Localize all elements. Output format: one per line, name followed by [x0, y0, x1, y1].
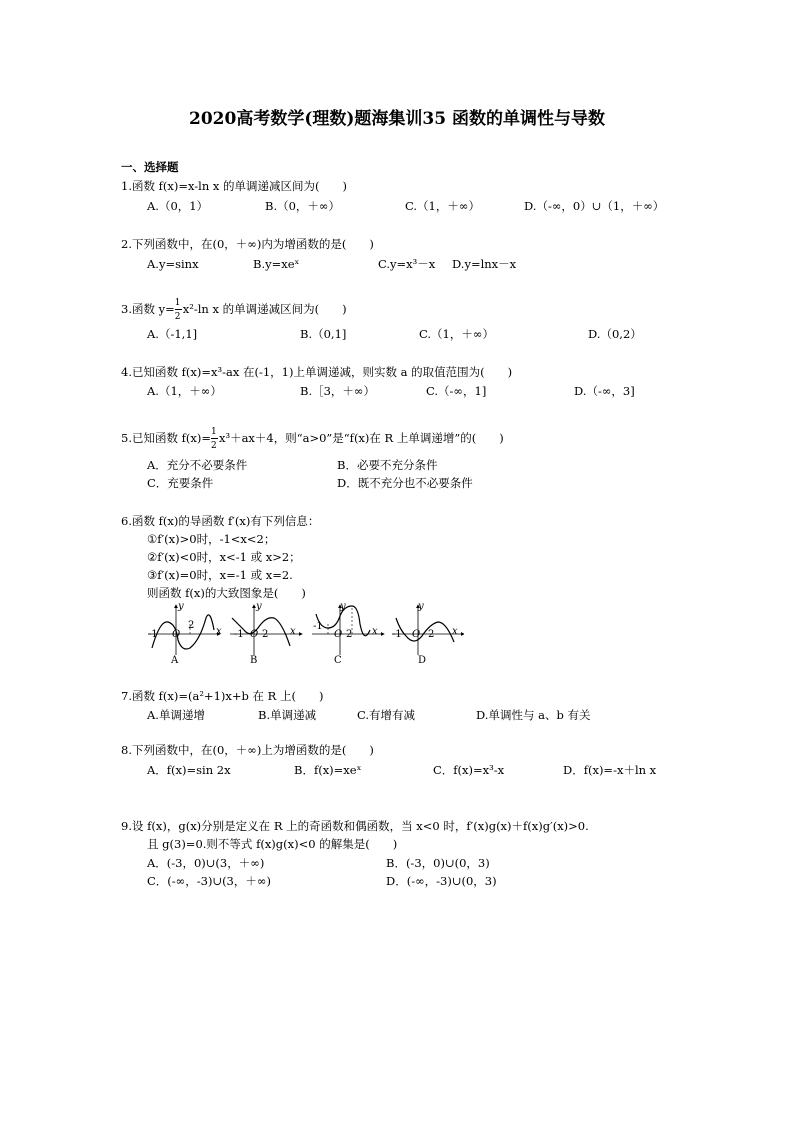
q6-info-3: ③f′(x)=0时，x=-1 或 x=2.: [147, 568, 293, 582]
graph-a-tick-o: O: [172, 629, 181, 640]
graph-a: [148, 605, 220, 655]
q3-option-a: A.（-1,1]: [147, 327, 198, 341]
graph-d-axis-x: x: [452, 626, 458, 637]
q9-option-c: C．(-∞，-3)∪(3，＋∞): [147, 874, 271, 888]
q3-stem-post: x²-ln x 的单调递减区间为( ): [182, 302, 347, 316]
q3-stem: [121, 298, 347, 322]
q4-option-a: A.（1，＋∞）: [147, 384, 222, 398]
graph-c-tick-o: O: [334, 629, 343, 640]
q2-option-b: B.y=xeˣ: [253, 257, 300, 271]
q7-option-b: B.单调递减: [258, 708, 317, 722]
q7-stem: 7.函数 f(x)=(a²+1)x+b 在 R 上( ): [121, 689, 324, 703]
graph-b-axis-x: x: [290, 626, 296, 637]
graph-a-label: A: [171, 655, 179, 666]
q5-option-a: A．充分不必要条件: [147, 458, 248, 472]
graph-c-label: C: [334, 655, 342, 666]
graph-d-label: D: [418, 655, 427, 666]
q3-option-d: D.（0,2）: [588, 327, 642, 341]
q5-option-d: D．既不充分也不必要条件: [337, 476, 473, 490]
q6-info-1: ①f′(x)>0时，-1<x<2；: [147, 532, 276, 546]
q8-option-d: D．f(x)=-x＋ln x: [563, 763, 657, 777]
q8-option-b: B．f(x)=xeˣ: [294, 763, 362, 777]
q9-stem-line-1: 9.设 f(x)，g(x)分别是定义在 R 上的奇函数和偶函数，当 x<0 时，f′(x)g(x)＋f(x)g′(x)>0.: [121, 819, 589, 833]
q4-option-b: B.［3，＋∞）: [300, 384, 376, 398]
q9-option-a: A．(-3，0)∪(3，＋∞): [147, 856, 265, 870]
q2-option-d: D.y=lnx－x: [452, 257, 517, 271]
graph-d-tick-m1: -1: [392, 629, 402, 640]
q4-stem: 4.已知函数 f(x)=x³-ax 在(-1，1)上单调递减，则实数 a 的取值范围为( ): [121, 365, 513, 379]
q8-option-c: C．f(x)=x³-x: [433, 763, 505, 777]
q5-stem: [121, 427, 504, 451]
q5-option-c: C．充要条件: [147, 476, 214, 490]
q3-option-b: B.（0,1]: [300, 327, 347, 341]
q2-option-a: A.y=sinx: [147, 257, 199, 271]
q9-stem-line-2: 且 g(3)=0.则不等式 f(x)g(x)<0 的解集是( ): [147, 837, 398, 851]
graph-b-axis-y: y: [256, 601, 262, 612]
q5-option-b: B．必要不充分条件: [337, 458, 438, 472]
graph-c-axis-x: x: [372, 626, 378, 637]
q1-option-a: A.（0，1）: [147, 199, 209, 213]
q8-stem: 8.下列函数中，在(0，＋∞)上为增函数的是( ): [121, 743, 374, 757]
q1-option-c: C.（1，＋∞）: [405, 199, 480, 213]
graph-b-tick-m1: -1: [234, 629, 244, 640]
q5-stem-pre: 5.已知函数 f(x)=: [121, 431, 211, 445]
q5-fraction: $\frac{1}{2}$: [210, 427, 217, 451]
graph-a-axis-y: y: [178, 601, 184, 612]
q6-ask: 则函数 f(x)的大致图象是( ): [147, 586, 306, 600]
q3-stem-pre: 3.函数 y=: [121, 302, 175, 316]
graph-a-tick-m1: -1: [148, 629, 158, 640]
q3-option-c: C.（1，＋∞）: [419, 327, 494, 341]
graph-c-axis-y: y: [340, 601, 346, 612]
page-title: 2020高考数学(理数)题海集训35 函数的单调性与导数: [189, 109, 605, 129]
q4-option-c: C.（-∞，1]: [426, 384, 487, 398]
graph-a-tick-2: 2: [188, 620, 195, 631]
graph-b-tick-2: 2: [262, 629, 269, 640]
q8-option-a: A．f(x)=sin 2x: [147, 763, 231, 777]
q4-option-d: D.（-∞，3]: [574, 384, 635, 398]
q7-option-a: A.单调递增: [147, 708, 205, 722]
graph-c-tick-2: 2: [346, 629, 353, 640]
graph-b-label: B: [250, 655, 258, 666]
graph-d-axis-y: y: [418, 601, 424, 612]
q1-option-d: D.（-∞，0）∪（1，＋∞）: [524, 199, 665, 213]
graph-c-tick-m1: -1: [313, 621, 323, 632]
q9-option-b: B．(-3，0)∪(0，3): [386, 856, 490, 870]
q7-option-d: D.单调性与 a、b 有关: [476, 708, 591, 722]
section-heading: 一、选择题: [121, 160, 179, 174]
q2-stem: 2.下列函数中，在(0，＋∞)内为增函数的是( ): [121, 237, 374, 251]
q9-option-d: D．(-∞，-3)∪(0，3): [386, 874, 497, 888]
q2-option-c: C.y=x³－x: [378, 257, 436, 271]
graph-d-tick-o: O: [412, 629, 421, 640]
q6-info-2: ②f′(x)<0时，x<-1 或 x>2；: [147, 550, 301, 564]
q6-stem: 6.函数 f(x)的导函数 f′(x)有下列信息：: [121, 514, 320, 528]
q3-fraction: $\frac{1}{2}$: [174, 298, 181, 322]
graph-a-axis-x: x: [216, 626, 222, 637]
q1-option-b: B.（0，＋∞）: [265, 199, 341, 213]
q5-stem-post: x³＋ax＋4，则“a>0”是“f(x)在 R 上单调递增”的( ): [218, 431, 504, 445]
q1-stem: 1.函数 f(x)=x-ln x 的单调递减区间为( ): [121, 179, 348, 193]
q7-option-c: C.有增有减: [357, 708, 416, 722]
graph-d-tick-2: 2: [428, 629, 435, 640]
graph-b-tick-o: O: [250, 629, 259, 640]
